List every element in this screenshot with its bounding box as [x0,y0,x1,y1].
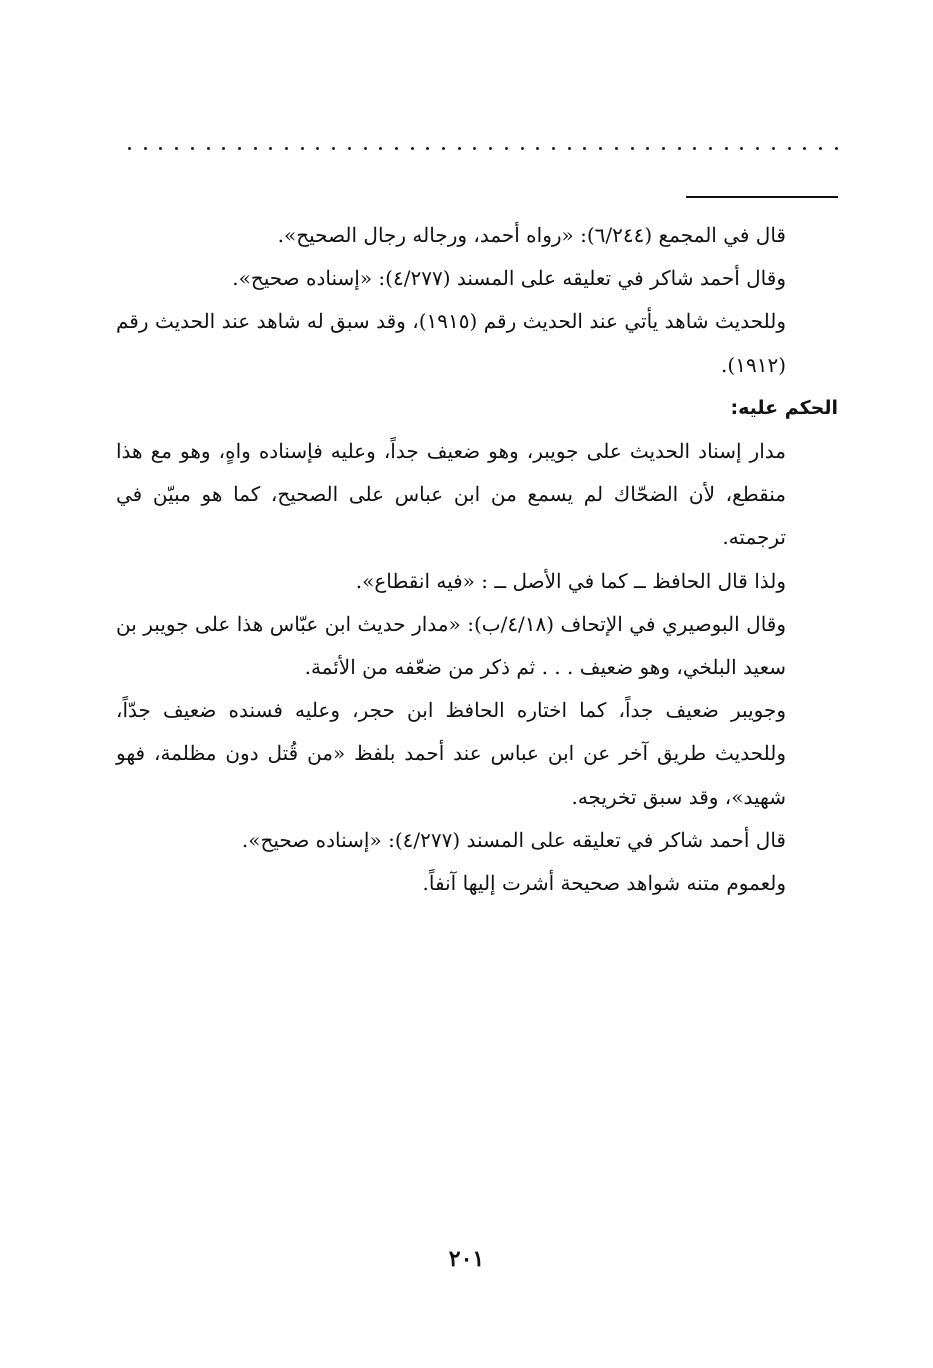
separator-dot [662,147,665,150]
separator-dot [395,147,398,150]
separator-dot [175,147,178,150]
paragraph-majma: قال في المجمع (٦/٢٤٤): «رواه أحمد، ورجاله رجال الصحيح». [277,223,786,247]
separator-dot [144,147,147,150]
separator-dot [599,147,602,150]
separator-dot [615,147,618,150]
separator-dot [285,147,288,150]
separator-dot [678,147,681,150]
section-heading: الحكم عليه: [730,396,838,419]
footnote-rule [686,196,838,198]
separator-dot [646,147,649,150]
paragraph-hafiz: ولذا قال الحافظ ــ كما في الأصل ــ : «فيه انقطاع». [355,568,786,593]
paragraph-madar: مدار إسناد الحديث على جويبر، وهو ضعيف جداً، وعليه فإسناده واهٍ، وهو مع هذا منقطع، لأن الضحّاك لم يسمع من ابن عباس على الصحيح، كما هو مبيّن في ترجمته. [116,439,786,550]
separator-dot [489,147,492,150]
separator-dot [709,147,712,150]
separator-dot [426,147,429,150]
separator-dot [693,147,696,150]
separator-dot [301,147,304,150]
separator-dot [458,147,461,150]
separator-dot [254,147,257,150]
separator-dot [819,147,822,150]
separator-dot [521,147,524,150]
separator-dot [269,147,272,150]
separator-dot [756,147,759,150]
paragraph-busiri: وقال البوصيري في الإتحاف (٤/١٨/ب): «مدار حديث ابن عبّاس هذا على جويبر بن سعيد البلخي، وهو ضعيف . . . ثم ذكر من ضعّفه من الأئمة. [116,611,786,680]
separator-dot [725,147,728,150]
separator-dot [191,147,194,150]
separator-dot [583,147,586,150]
separator-dot [159,147,162,150]
separator-dot [442,147,445,150]
separator-dot [411,147,414,150]
separator-dot [803,147,806,150]
separator-dot [835,147,838,150]
separator-dot [316,147,319,150]
paragraph-shakir-2: قال أحمد شاكر في تعليقه على المسند (٤/٢٧٧): «إسناده صحيح». [241,827,786,852]
separator-dot [473,147,476,150]
separator-dot [332,147,335,150]
separator-dot [128,147,131,150]
separator-dot [222,147,225,150]
paragraph-shakir-1: وقال أحمد شاكر في تعليقه على المسند (٤/٢٧٧): «إسناده صحيح». [232,266,786,291]
separator-dot [238,147,241,150]
separator-dot [552,147,555,150]
separator-dot [207,147,210,150]
main-text [116,214,838,905]
paragraph-shawahid: ولعموم متنه شواهد صحيحة أشرت إليها آنفاً. [422,871,786,896]
separator-dot [536,147,539,150]
separator-dot [788,147,791,150]
dotted-separator [128,138,838,158]
page-number: ٢٠١ [448,1246,485,1272]
separator-dot [348,147,351,150]
paragraph-juwaybir: وجويبر ضعيف جداً، كما اختاره الحافظ ابن حجر، وعليه فسنده ضعيف جدّاً، وللحديث طريق آخر عن ابن عباس عند أحمد بلفظ «من قُتل دون مظلمة، فهو شهيد»، وقد سبق تخريجه. [116,698,786,809]
separator-dot [772,147,775,150]
separator-dot [379,147,382,150]
paragraph-shahid: وللحديث شاهد يأتي عند الحديث رقم (١٩١٥)، وقد سبق له شاهد عند الحديث رقم (١٩١٢). [116,309,786,377]
separator-dot [568,147,571,150]
separator-dot [740,147,743,150]
separator-dot [631,147,634,150]
separator-dot [364,147,367,150]
separator-dot [505,147,508,150]
